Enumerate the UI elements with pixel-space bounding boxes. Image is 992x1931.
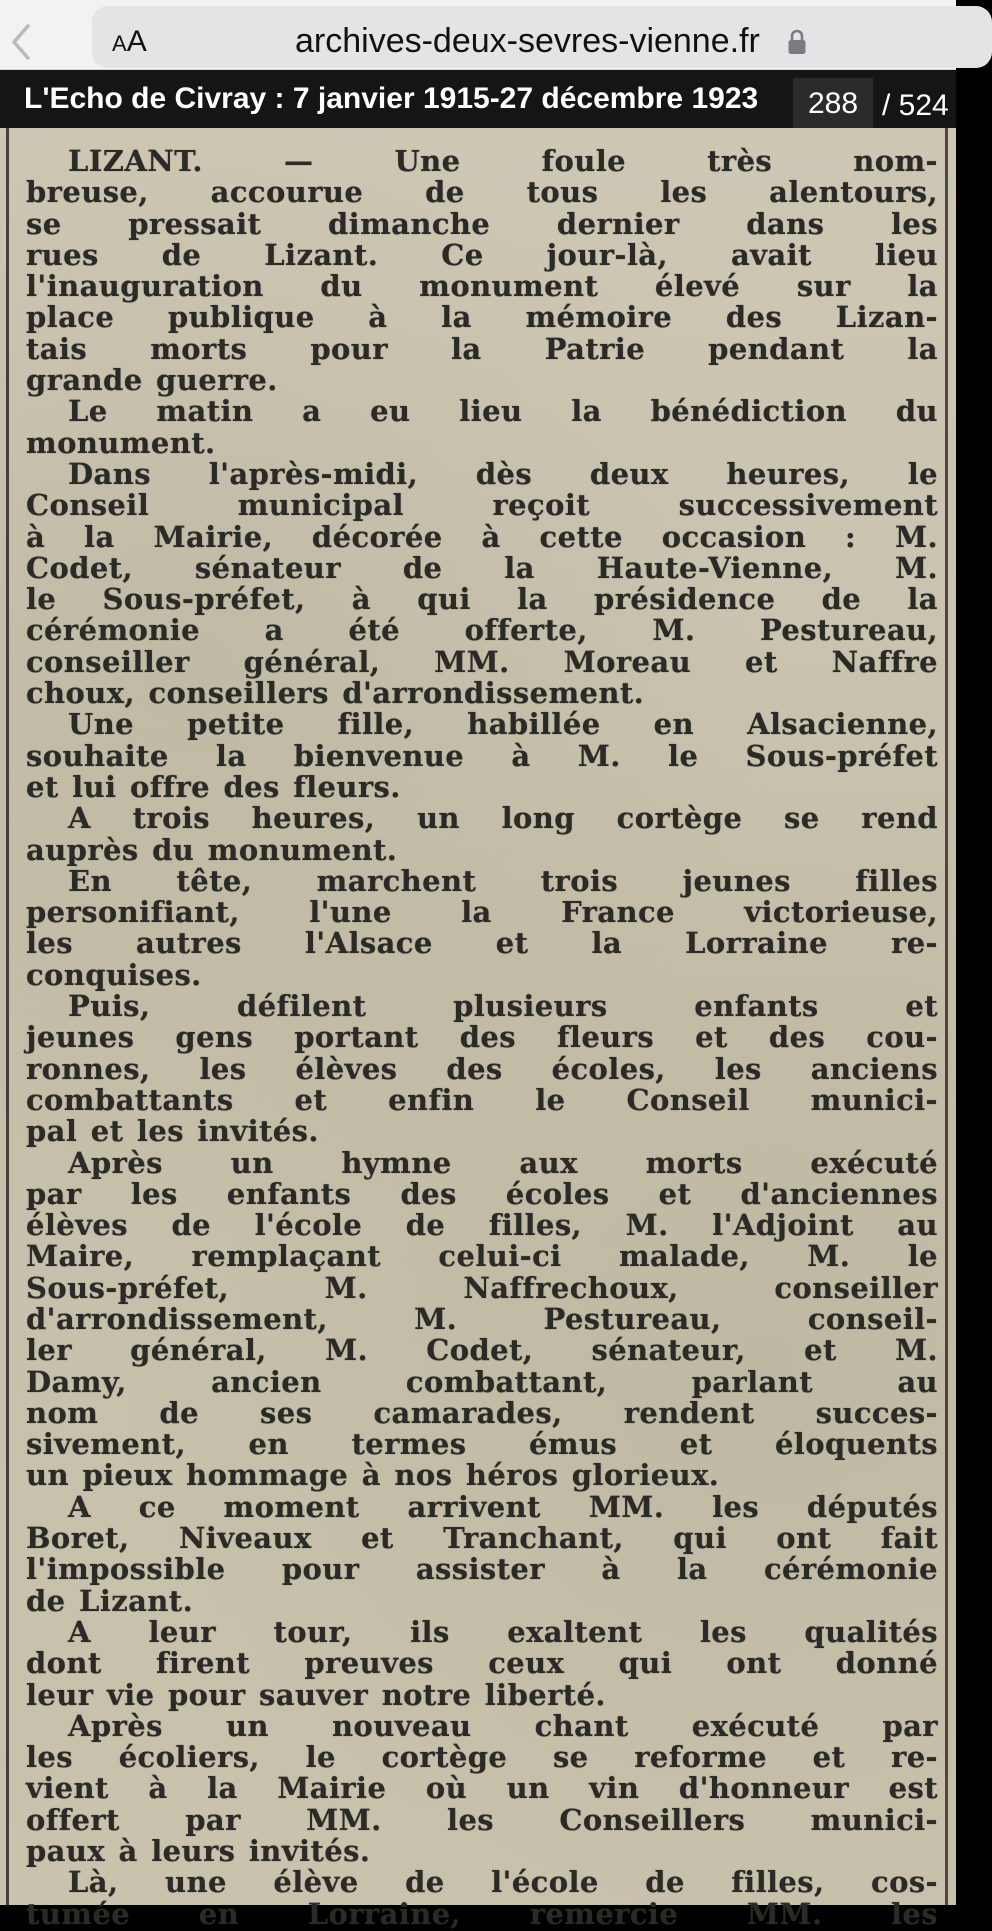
article-line: En tête, marchent trois jeunes filles bbox=[68, 863, 938, 898]
newspaper-scan bbox=[0, 128, 956, 1931]
article-line: l'impossible pour assister à la cérémonie bbox=[26, 1552, 938, 1587]
article-line: tumée en Lorraine, remercie MM. les bbox=[26, 1896, 938, 1931]
article-line: grande guerre. bbox=[26, 363, 278, 398]
article-line: LIZANT. — Une foule très nom- bbox=[68, 144, 938, 178]
article-line: vient à la Mairie où un vin d'honneur est bbox=[26, 1771, 938, 1806]
article-line: conquises. bbox=[26, 957, 202, 992]
text-size-button[interactable] bbox=[112, 22, 147, 62]
article-line: nom de ses camarades, rendent succes- bbox=[26, 1395, 938, 1430]
browser-address-bar bbox=[0, 0, 956, 70]
article-line: le Sous-préfet, à qui la présidence de la bbox=[26, 582, 938, 617]
article-line: Sous-préfet, M. Naffrechoux, conseiller bbox=[26, 1270, 938, 1305]
lock-icon bbox=[787, 29, 807, 55]
article-line: offert par MM. les Conseillers munici- bbox=[26, 1802, 938, 1837]
article-line: leur vie pour sauver notre liberté. bbox=[26, 1677, 606, 1712]
article-line: cérémonie a été offerte, M. Pestureau, bbox=[26, 613, 938, 648]
article-line: paux à leurs invités. bbox=[26, 1834, 371, 1869]
total-pages: / 524 bbox=[882, 89, 949, 122]
article-line: un pieux hommage à nos héros glorieux. bbox=[26, 1458, 720, 1493]
article-text bbox=[26, 146, 938, 1930]
article-line: de Lizant. bbox=[26, 1583, 194, 1618]
article-line: sivement, en termes émus et éloquents bbox=[26, 1427, 938, 1462]
article-line: Puis, défilent plusieurs enfants et bbox=[68, 989, 938, 1024]
article-line: choux, conseillers d'arrondissement. bbox=[26, 676, 645, 711]
article-line: Le matin a eu lieu la bénédiction du bbox=[68, 394, 938, 429]
article-line: Conseil municipal reçoit successivement bbox=[26, 488, 938, 523]
article-line: se pressait dimanche dernier dans les bbox=[26, 206, 938, 241]
article-line: Après un nouveau chant exécuté par bbox=[68, 1708, 938, 1743]
url-text[interactable]: archives-deux-sevres-vienne.fr bbox=[295, 22, 760, 60]
article-line: A trois heures, un long cortège se rend bbox=[68, 801, 938, 836]
article-line: jeunes gens portant des fleurs et des cou- bbox=[26, 1020, 938, 1055]
article-line: Là, une élève de l'école de filles, cos- bbox=[68, 1865, 938, 1900]
article-line: et lui offre des fleurs. bbox=[26, 769, 401, 804]
article-line: Dans l'après-midi, dès deux heures, le bbox=[68, 456, 938, 491]
column-rule-left bbox=[6, 128, 9, 1905]
article-line: combattants et enfin le Conseil munici- bbox=[26, 1082, 938, 1117]
article-line: conseiller général, MM. Moreau et Naffre bbox=[26, 644, 938, 679]
article-line: dont firent preuves ceux qui ont donné bbox=[26, 1646, 938, 1681]
article-line: pal et les invités. bbox=[26, 1114, 319, 1149]
article-line: Damy, ancien combattant, parlant au bbox=[26, 1364, 938, 1399]
text-size-small-a: A bbox=[112, 31, 127, 56]
article-line: tais morts pour la Patrie pendant la bbox=[26, 331, 938, 366]
article-line: place publique à la mémoire des Lizan- bbox=[26, 300, 938, 335]
article-line: rues de Lizant. Ce jour-là, avait lieu bbox=[26, 237, 938, 272]
article-line: Codet, sénateur de la Haute-Vienne, M. bbox=[26, 550, 938, 585]
back-chevron-icon[interactable] bbox=[8, 22, 34, 62]
article-line: souhaite la bienvenue à M. le Sous-préfet bbox=[26, 738, 938, 773]
article-line: breuse, accourue de tous les alentours, bbox=[26, 175, 938, 210]
article-line: A ce moment arrivent MM. les députés bbox=[68, 1489, 938, 1524]
article-line: Maire, remplaçant celui-ci malade, M. le bbox=[26, 1239, 938, 1274]
article-line: Après un hymne aux morts exécuté bbox=[68, 1145, 938, 1180]
article-line: ler général, M. Codet, sénateur, et M. bbox=[26, 1333, 938, 1368]
article-line: à la Mairie, décorée à cette occasion : M. bbox=[26, 519, 938, 554]
article-line: par les enfants des écoles et d'anciennes bbox=[26, 1176, 938, 1211]
document-title: L'Echo de Civray : 7 janvier 1915-27 décembre 1923 bbox=[24, 82, 759, 115]
article-line: A leur tour, ils exaltent les qualités bbox=[68, 1614, 938, 1649]
article-line: personifiant, l'une la France victorieuse, bbox=[26, 895, 938, 930]
document-header bbox=[0, 70, 956, 128]
article-line: Boret, Niveaux et Tranchant, qui ont fait bbox=[26, 1521, 938, 1556]
article-line: monument. bbox=[26, 425, 216, 460]
article-line: élèves de l'école de filles, M. l'Adjoint au bbox=[26, 1208, 938, 1243]
article-line: ronnes, les élèves des écoles, les anciens bbox=[26, 1051, 938, 1086]
article-line: d'arrondissement, M. Pestureau, conseil- bbox=[26, 1301, 938, 1336]
article-line: les écoliers, le cortège se reforme et re- bbox=[26, 1740, 938, 1775]
article-line: l'inauguration du monument élevé sur la bbox=[26, 269, 938, 304]
column-rule-right bbox=[945, 128, 948, 1905]
article-line: Une petite fille, habillée en Alsacienne, bbox=[68, 707, 938, 742]
article-line: auprès du monument. bbox=[26, 832, 398, 867]
article-line: les autres l'Alsace et la Lorraine re- bbox=[26, 926, 938, 961]
current-page-input[interactable]: 288 bbox=[793, 78, 873, 128]
text-size-large-a: A bbox=[126, 25, 147, 58]
